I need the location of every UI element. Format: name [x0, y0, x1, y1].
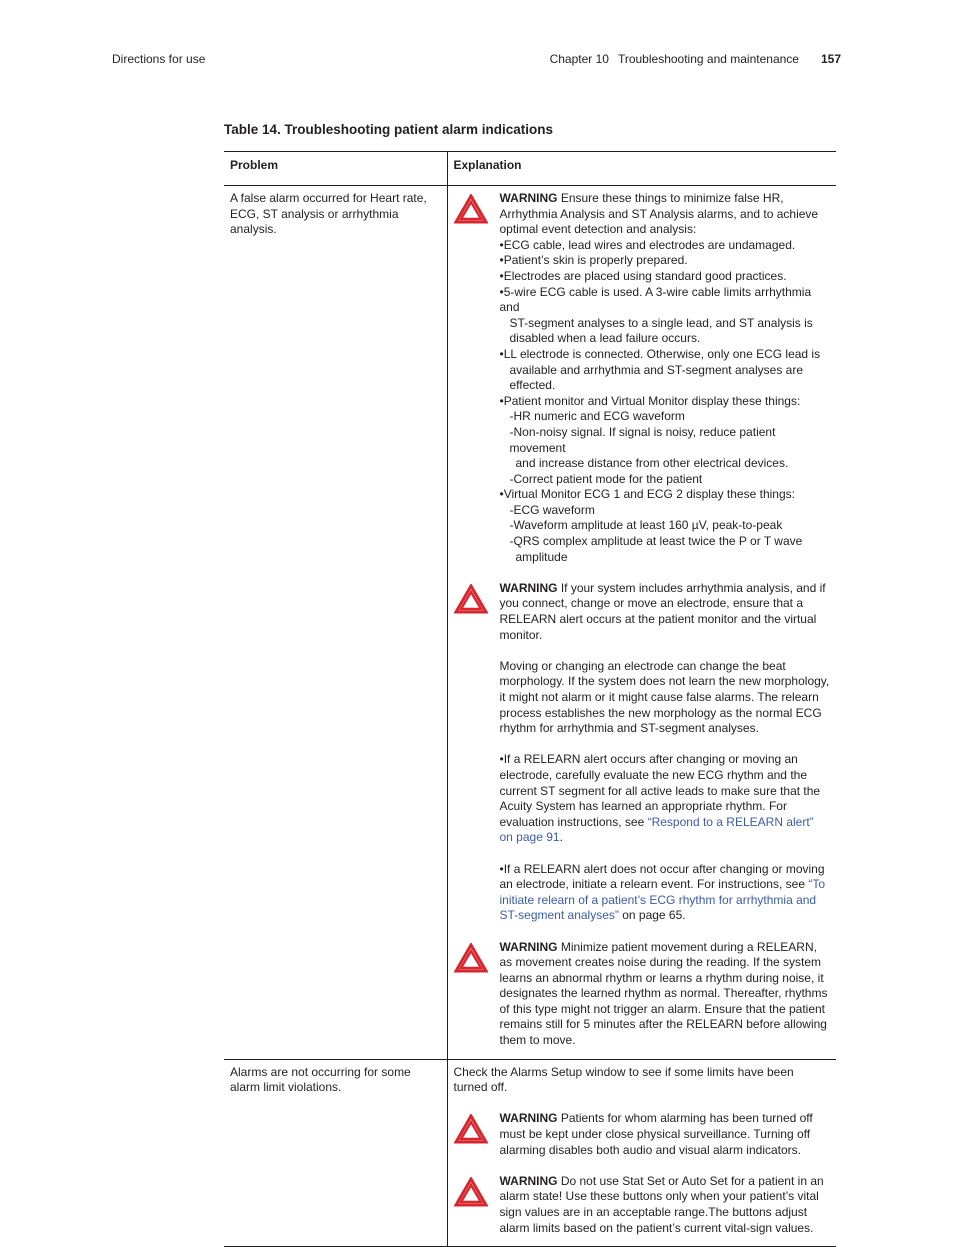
checklist-line: •Electrodes are placed using standard good practices.	[499, 268, 787, 283]
explanation-paragraph: Moving or changing an electrode can change the beat morphology. If the system does not learn the new morphology, it might not alarm or it might cause false alarms. The relearn process establishes the new morphology as the normal ECG rhythm for arrhythmia and ST-segment analyses.	[499, 658, 830, 736]
table-caption: Table 14. Troubleshooting patient alarm indications	[224, 122, 554, 137]
checklist-line: -Waveform amplitude at least 160 µV, peak-to-peak	[509, 518, 783, 533]
problem-cell	[224, 186, 447, 1060]
paragraph-text: on page 65.	[618, 908, 686, 923]
table-row	[224, 186, 836, 1060]
warning-body: Ensure these things to minimize false HR, Arrhythmia Analysis and ST Analysis alarms, and to achieve optimal event detection and analysis:	[499, 191, 819, 237]
troubleshooting-table	[224, 151, 836, 1247]
warning-block	[454, 940, 831, 1049]
checklist-line: •Patient monitor and Virtual Monitor display these things:	[499, 393, 801, 408]
warning-block	[454, 191, 831, 565]
explanation-paragraph	[500, 752, 831, 846]
warning-label: WARNING	[499, 1111, 558, 1126]
warning-triangle-icon	[454, 581, 500, 619]
paragraph-text: •If a RELEARN alert does not occur after changing or moving an electrode, initiate a relearn event. For instructions, see	[499, 861, 825, 892]
warning-body: If your system includes arrhythmia analysis, and if you connect, change or move an electrode, ensure that a RELEARN alert occurs at the patient monitor and the virtual monitor.	[499, 580, 826, 642]
problem-text: A false alarm occurred for Heart rate, ECG, ST analysis or arrhythmia analysis.	[230, 191, 427, 237]
checklist-line: -HR numeric and ECG waveform	[509, 409, 685, 424]
warning-text	[500, 581, 831, 643]
initiate-relearn-link[interactable]: “To initiate relearn of a patient’s ECG rhythm for arrhythmia and ST-segment analyses”	[499, 877, 826, 923]
warning-label: WARNING	[499, 939, 558, 954]
page-number: 157	[820, 52, 841, 66]
explanation-cell	[447, 1059, 836, 1247]
warning-label: WARNING	[499, 1173, 558, 1188]
running-header-left: Directions for use	[112, 52, 206, 66]
explanation-cell	[447, 186, 836, 1060]
warning-text	[500, 1174, 831, 1236]
checklist-line: available and arrhythmia and ST-segment analyses are effected.	[509, 362, 803, 393]
checklist-line: disabled when a lead failure occurs.	[509, 331, 701, 346]
checklist-line: •LL electrode is connected. Otherwise, only one ECG lead is	[499, 346, 821, 361]
chapter-title: Troubleshooting and maintenance	[617, 52, 799, 66]
table-row	[224, 1059, 836, 1247]
warning-text	[500, 940, 831, 1049]
paragraph-text: •If a RELEARN alert occurs after changing or moving an electrode, carefully evaluate the new ECG rhythm and the current ST segment for all active leads to make sure that the Acuity System has learned an appropriate rhythm. For evaluation instructions, see	[499, 752, 821, 829]
warning-text	[500, 1111, 831, 1158]
warning-body: Minimize patient movement during a RELEARN, as movement creates noise during the reading. If the system learns an abnormal rhythm or learns a rhythm during noise, it designates the learned rhythm as normal. Thereafter, rhythms of this type might not trigger an alarm. Ensure that the patient remains still for 5 minutes after the RELEARN before allowing them to move.	[499, 939, 828, 1048]
checklist-line: -QRS complex amplitude at least twice the P or T wave	[509, 534, 803, 549]
paragraph-text: .	[559, 830, 563, 845]
warning-label: WARNING	[499, 191, 558, 205]
checklist-line: ST-segment analyses to a single lead, and ST analysis is	[509, 315, 813, 330]
warning-triangle-icon	[454, 1111, 500, 1149]
column-header-explanation: Explanation	[447, 152, 836, 186]
checklist-line: •Virtual Monitor ECG 1 and ECG 2 display these things:	[499, 487, 795, 502]
problem-cell	[224, 1059, 447, 1247]
running-header-right	[550, 52, 841, 66]
warning-block	[454, 1174, 831, 1236]
warning-block	[454, 581, 831, 924]
warning-triangle-icon	[454, 191, 500, 229]
warning-triangle-icon	[454, 1174, 500, 1212]
warning-label: WARNING	[499, 580, 558, 595]
checklist-line: amplitude	[515, 549, 568, 564]
chapter-label: Chapter 10	[549, 52, 609, 66]
checklist-line: •ECG cable, lead wires and electrodes are undamaged.	[499, 237, 796, 252]
warning-triangle-icon	[454, 940, 500, 978]
explanation-paragraph	[500, 862, 831, 924]
checklist-line: and increase distance from other electrical devices.	[515, 456, 789, 471]
respond-relearn-link[interactable]: “Respond to a RELEARN alert” on page 91	[499, 814, 814, 845]
checklist-line: -Non-noisy signal. If signal is noisy, reduce patient movement	[509, 424, 776, 455]
explanation-text: Check the Alarms Setup window to see if some limits have been turned off.	[453, 1064, 794, 1095]
checklist-line: -Correct patient mode for the patient	[509, 471, 703, 486]
checklist-line: •5-wire ECG cable is used. A 3-wire cable limits arrhythmia and	[499, 284, 812, 315]
warning-text	[500, 191, 831, 238]
warning-checklist	[500, 238, 831, 565]
problem-text: Alarms are not occurring for some alarm limit violations.	[230, 1064, 411, 1095]
warning-body: Patients for whom alarming has been turned off must be kept under close physical surveillance. Turning off alarming disables both audio and visual alarm indicators.	[499, 1111, 813, 1157]
checklist-line: •Patient’s skin is properly prepared.	[499, 253, 688, 268]
table-header-row	[224, 152, 836, 186]
warning-block	[454, 1111, 831, 1158]
warning-body: Do not use Stat Set or Auto Set for a patient in an alarm state! Use these buttons only when your patient’s vital sign values are in an acceptable range.The buttons adjust alarm limits based on the patient’s current vital-sign values.	[499, 1173, 824, 1235]
column-header-problem: Problem	[224, 152, 447, 186]
checklist-line: -ECG waveform	[509, 502, 595, 517]
